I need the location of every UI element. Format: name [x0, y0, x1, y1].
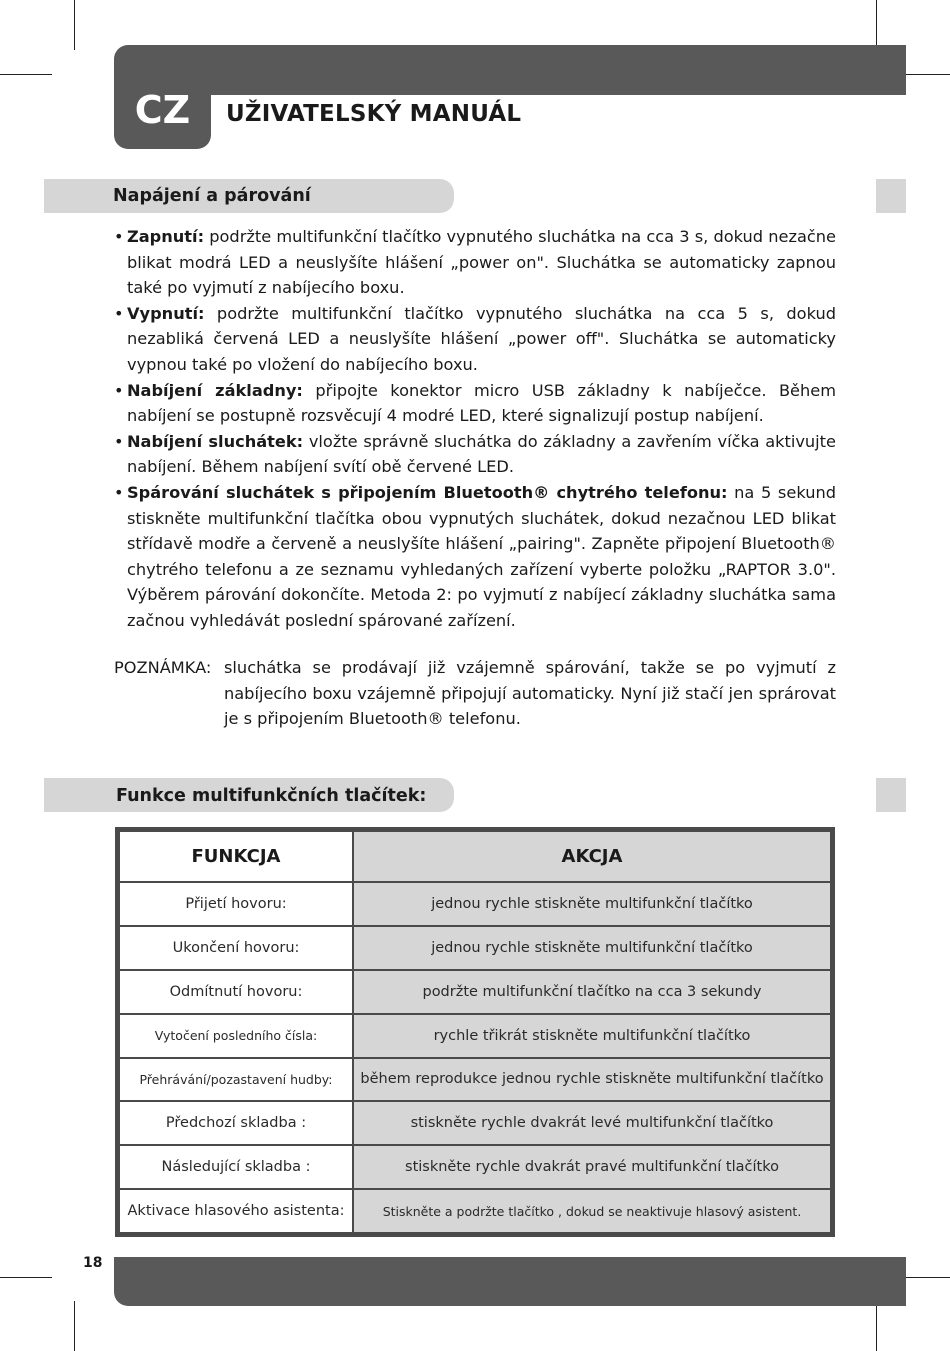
action-cell: během reprodukce jednou rychle stiskněte multifunkční tlačítko [353, 1058, 831, 1102]
side-tab [876, 778, 906, 812]
action-cell: Stiskněte a podržte tlačítko , dokud se neaktivuje hlasový asistent. [353, 1189, 831, 1233]
header-bar [114, 45, 906, 95]
item-text: na 5 sekund stiskněte multifunkční tlačítka obou vypnutých sluchátek, dokud nezačnou LED blikat střídavě modře a červeně a neuslyšíte hlášení „pairing". Zapněte připojení Bluetooth® chytrého telefonu a ze seznamu vyhledaných zařízení vyberte položku „RAPTOR 3.0". Výběrem párování dokončíte. Metoda 2: po vyjmutí z nabíjecí základny sluchátka sama začnou vyhledávát poslední spárované zařízení. [127, 482, 836, 630]
column-header-action: AKCJA [353, 831, 831, 882]
table-row [119, 926, 831, 970]
list-item: • Spárování sluchátek s připojením Bluetooth® chytrého telefonu: na 5 sekund stiskněte multifunkční tlačítka obou vypnutých sluchátek, dokud nezačnou LED blikat střídavě modře a červeně a neuslyšíte hlášení „pairing". Zapněte připojení Bluetooth® chytrého telefonu a ze seznamu vyhledaných zařízení vyberte položku „RAPTOR 3.0". Výběrem párování dokončíte. Metoda 2: po vyjmutí z nabíjecí základny sluchátka sama začnou vyhledávát poslední spárované zařízení. [114, 482, 836, 630]
function-cell: Přehrávání/pozastavení hudby: [119, 1058, 353, 1102]
action-cell: jednou rychle stiskněte multifunkční tlačítko [353, 926, 831, 970]
crop-mark [0, 74, 52, 75]
item-text: podržte multifunkční tlačítko vypnutého sluchátka na cca 5 s, dokud nezabliká červená LED a neuslyšíte hlášení „power off". Sluchátka se automaticky vypnou také po vložení do nabíjecího boxu. [127, 303, 836, 374]
item-text: podržte multifunkční tlačítko vypnutého sluchátka na cca 3 s, dokud nezačne blikat modrá LED a neuslyšíte hlášení „power on". Sluchátka se automaticky zapnou také po vyjmutí z nabíjecího boxu. [127, 227, 836, 298]
item-text: vložte správně sluchátka do základny a zavřením víčka aktivujte nabíjení. Během nabíjení svítí obě červené LED. [127, 431, 836, 477]
language-tab [114, 75, 211, 149]
note-label: POZNÁMKA: [114, 658, 212, 677]
function-cell: Ukončení hovoru: [119, 926, 353, 970]
function-cell: Předchozí skladba : [119, 1101, 353, 1145]
crop-mark [74, 1301, 75, 1351]
column-header-function: FUNKCJA [119, 831, 353, 882]
instruction-list [114, 224, 836, 634]
table-header-row [119, 831, 831, 882]
table-row [119, 1101, 831, 1145]
list-item: • Vypnutí: podržte multifunkční tlačítko vypnutého sluchátka na cca 5 s, dokud nezabliká červená LED a neuslyšíte hlášení „power off". Sluchátka se automaticky vypnou také po vložení do nabíjecího boxu. [114, 303, 836, 374]
item-label: Nabíjení základny: [127, 380, 303, 400]
table-row [119, 1014, 831, 1058]
action-cell: stiskněte rychle dvakrát pravé multifunkční tlačítko [353, 1145, 831, 1189]
manual-title: UŽIVATELSKÝ MANUÁL [226, 101, 522, 127]
page-number: 18 [83, 1255, 103, 1271]
crop-mark [876, 1301, 877, 1351]
list-item: • Zapnutí: podržte multifunkční tlačítko vypnutého sluchátka na cca 3 s, dokud nezačne blikat modrá LED a neuslyšíte hlášení „power on". Sluchátka se automaticky zapnou také po vyjmutí z nabíjecího boxu. [114, 227, 836, 298]
note [114, 655, 836, 732]
crop-mark [876, 0, 877, 50]
table-row [119, 970, 831, 1014]
table-row [119, 882, 831, 926]
action-cell: podržte multifunkční tlačítko na cca 3 sekundy [353, 970, 831, 1014]
function-cell: Vytočení posledního čísla: [119, 1014, 353, 1058]
side-tab [876, 179, 906, 213]
table-row [119, 1058, 831, 1102]
list-item: • Nabíjení sluchátek: vložte správně sluchátka do základny a zavřením víčka aktivujte nabíjení. Během nabíjení svítí obě červené LED. [114, 431, 836, 477]
item-label: Vypnutí: [127, 303, 205, 323]
item-label: Zapnutí: [127, 227, 205, 246]
footer-bar [114, 1257, 906, 1306]
crop-mark [0, 1277, 52, 1278]
action-cell: stiskněte rychle dvakrát levé multifunkční tlačítko [353, 1101, 831, 1145]
function-cell: Aktivace hlasového asistenta: [119, 1189, 353, 1233]
crop-mark [74, 0, 75, 50]
language-code: CZ [134, 88, 191, 132]
table-row [119, 1145, 831, 1189]
item-label: Spárování sluchátek s připojením Bluetooth® chytrého telefonu: [127, 482, 728, 502]
section-title-pairing: Napájení a párování [113, 186, 311, 206]
note-text: sluchátka se prodávají již vzájemně spárování, takže se po vyjmutí z nabíjecího boxu vzájemně připojují automaticky. Nyní již stačí jen sprárovat je s připojením Bluetooth® telefonu. [224, 658, 836, 729]
function-cell: Přijetí hovoru: [119, 882, 353, 926]
action-cell: jednou rychle stiskněte multifunkční tlačítko [353, 882, 831, 926]
section-title-buttons: Funkce multifunkčních tlačítek: [116, 786, 427, 806]
action-cell: rychle třikrát stiskněte multifunkční tlačítko [353, 1014, 831, 1058]
function-cell: Následující skladba : [119, 1145, 353, 1189]
function-cell: Odmítnutí hovoru: [119, 970, 353, 1014]
table-row [119, 1189, 831, 1233]
list-item: • Nabíjení základny: připojte konektor micro USB základny k nabíječce. Během nabíjení se postupně rozsvěcují 4 modré LED, které signalizují postup nabíjení. [114, 380, 837, 426]
function-table [115, 827, 835, 1237]
item-label: Nabíjení sluchátek: [127, 431, 304, 451]
item-text: připojte konektor micro USB základny k nabíječce. Během nabíjení se postupně rozsvěcují 4 modré LED, které signalizují postup nabíjení. [127, 380, 837, 426]
